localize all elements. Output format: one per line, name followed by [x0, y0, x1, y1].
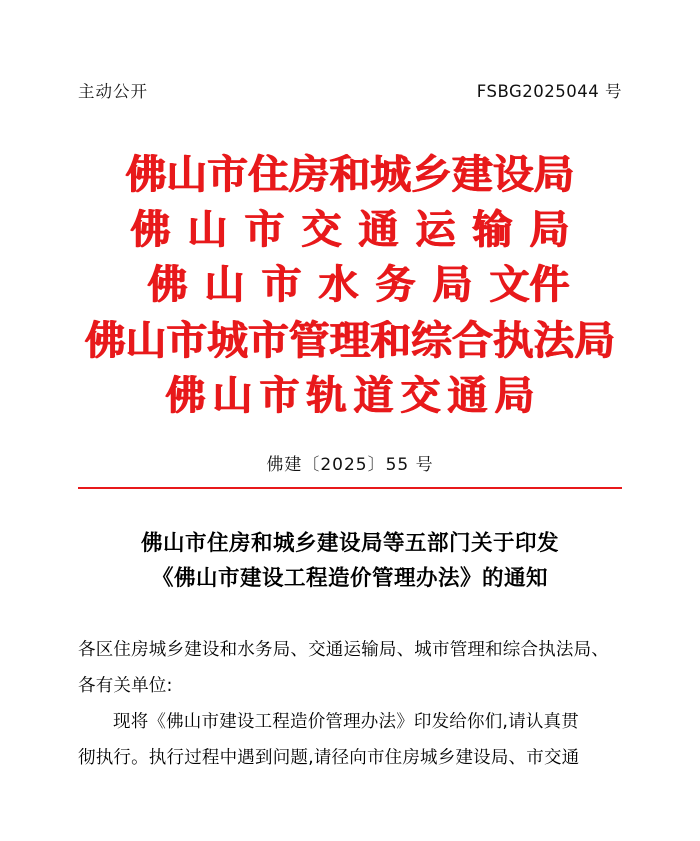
red-divider-rule	[78, 487, 622, 490]
document-header	[78, 0, 622, 102]
document-title-line-2: 《佛山市建设工程造价管理办法》的通知	[151, 566, 548, 592]
masthead-line-2: 佛山市交通运输局	[130, 207, 587, 254]
masthead-line-3	[78, 258, 622, 313]
masthead-line-5: 佛山市轨道交通局	[165, 372, 542, 419]
document-title-line-1: 佛山市住房和城乡建设局等五部门关于印发	[140, 531, 559, 557]
masthead-line-1: 佛山市住房和城乡建设局	[125, 152, 575, 198]
recipients-line-2: 各有关单位:	[78, 675, 173, 696]
paragraph-1-line-2: 彻执行。执行过程中遇到问题,请径向市住房城乡建设局、市交通	[78, 747, 580, 768]
paragraph-1-line-1: 现将《佛山市建设工程造价管理办法》印发给你们,请认真贯	[113, 711, 579, 732]
document-code: FSBG2025044 号	[476, 82, 622, 101]
masthead-doc-suffix: 文件	[489, 262, 570, 309]
disclosure-label: 主动公开	[78, 82, 148, 101]
masthead	[78, 148, 622, 424]
document-title	[78, 527, 622, 597]
masthead-line-3-org: 佛山市水务局	[147, 262, 490, 309]
recipients-line-1: 各区住房城乡建设和水务局、交通运输局、城市管理和综合执法局、	[78, 640, 609, 661]
document-number: 佛建〔2025〕55 号	[266, 454, 434, 475]
document-body	[78, 633, 622, 777]
masthead-line-4: 佛山市城市管理和综合执法局	[84, 317, 616, 364]
